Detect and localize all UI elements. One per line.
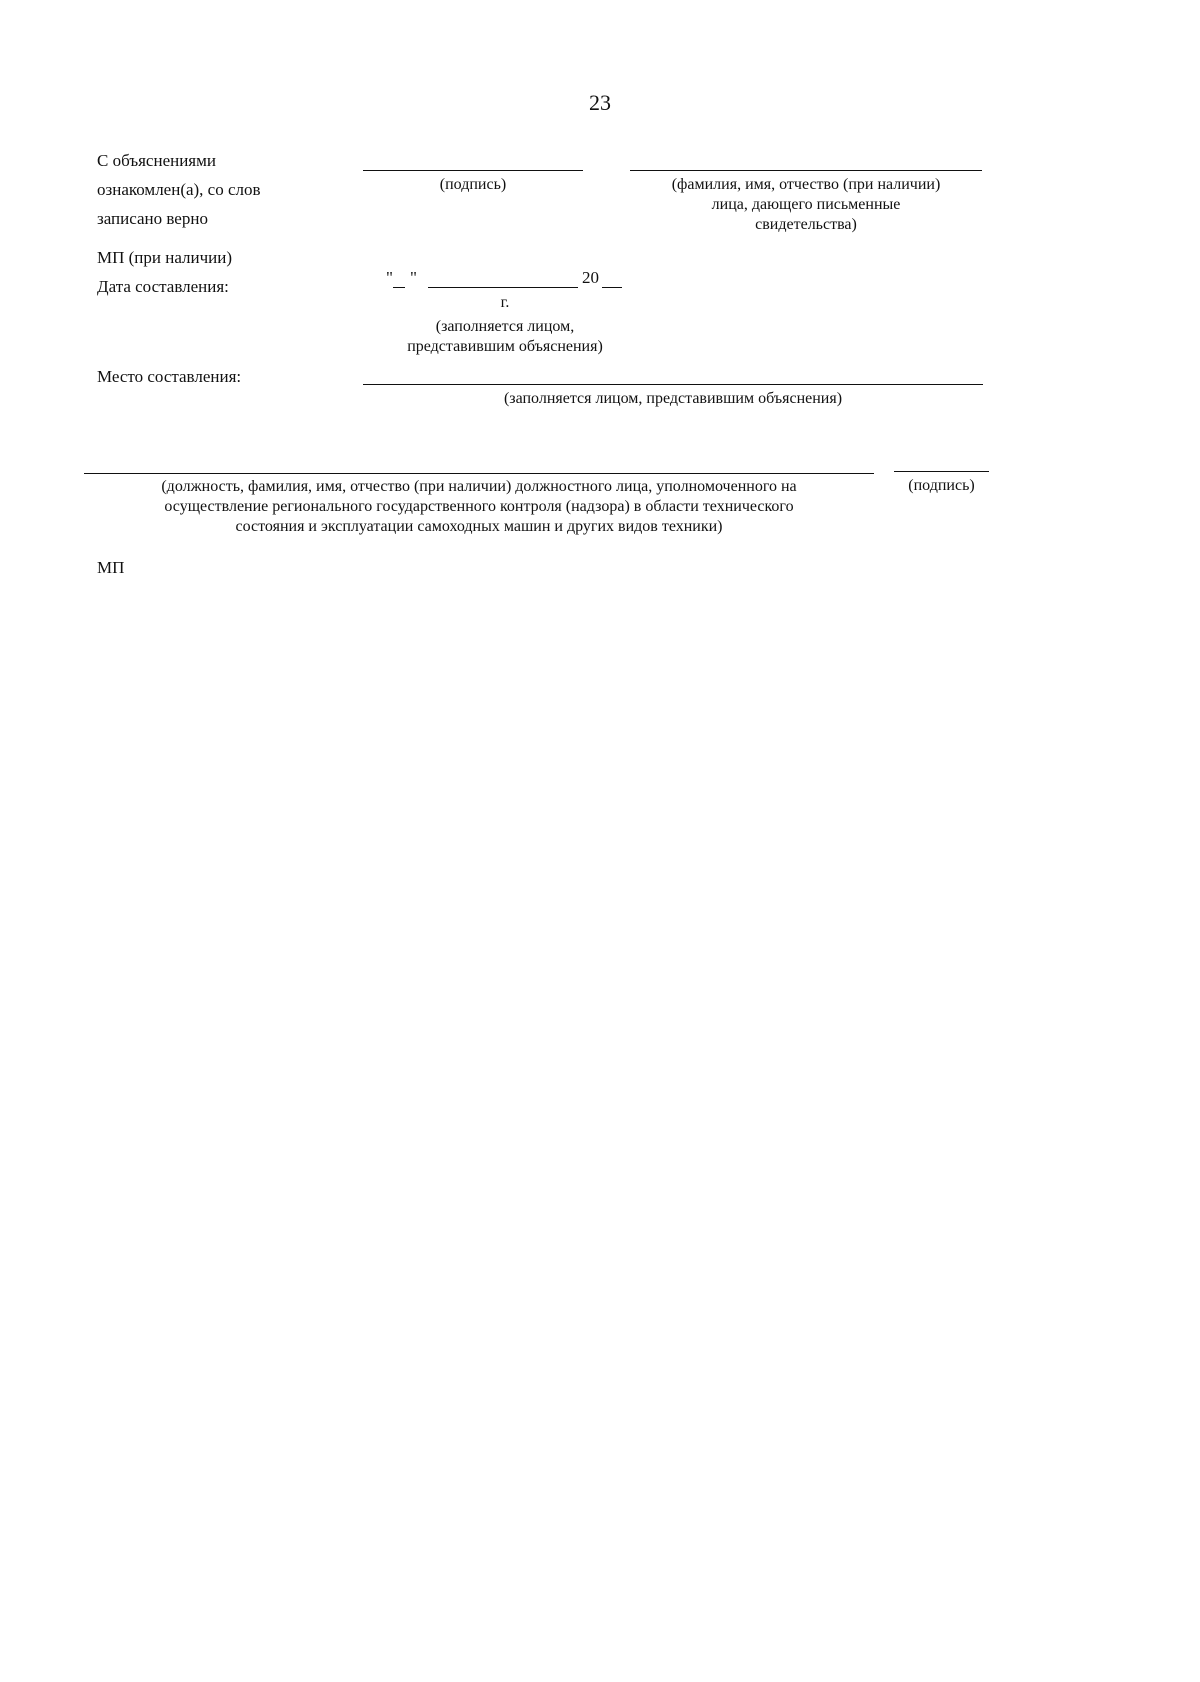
date-year-line[interactable] <box>602 287 622 288</box>
name-caption-line: свидетельства) <box>755 216 857 233</box>
name-caption-line: лица, дающего письменные <box>711 196 901 213</box>
place-label: Место составления: <box>97 367 242 386</box>
acknowledgment-label-line: записано верно <box>97 209 208 228</box>
date-year-suffix: г. <box>500 294 510 311</box>
official-caption-line: осуществление регионального государственного контроля (надзора) в области технического <box>164 498 794 515</box>
acknowledgment-label-line: С объяснениями <box>97 151 216 170</box>
official-signature-line[interactable] <box>894 471 989 472</box>
acknowledgment-label-line: ознакомлен(а), со слов <box>97 180 261 199</box>
place-line[interactable] <box>363 384 983 385</box>
official-line[interactable] <box>84 473 874 474</box>
page-number: 23 <box>589 90 611 115</box>
signature-caption: (подпись) <box>439 176 507 193</box>
stamp-optional-label: МП (при наличии) <box>97 248 233 267</box>
date-caption-line: (заполняется лицом, <box>435 318 575 335</box>
stamp-label: МП <box>97 558 125 577</box>
name-caption-line: (фамилия, имя, отчество (при наличии) <box>671 176 941 193</box>
official-caption <box>84 477 874 537</box>
official-signature-caption: (подпись) <box>908 477 975 494</box>
name-caption <box>630 175 982 235</box>
date-caption-line: представившим объяснения) <box>407 338 603 355</box>
signature-line[interactable] <box>363 170 583 171</box>
acknowledgment-label <box>97 146 327 233</box>
date-year-prefix: 20 <box>582 268 599 287</box>
date-day-line[interactable] <box>393 287 405 288</box>
date-label: Дата составления: <box>97 277 229 296</box>
name-line[interactable] <box>630 170 982 171</box>
official-caption-line: состояния и эксплуатации самоходных машин и других видов техники) <box>235 518 723 535</box>
date-caption <box>380 293 630 357</box>
date-quote-open: " <box>386 268 393 287</box>
official-caption-line: (должность, фамилия, имя, отчество (при наличии) должностного лица, уполномоченного на <box>161 478 797 495</box>
date-month-line[interactable] <box>428 287 578 288</box>
place-caption: (заполняется лицом, представившим объяснения) <box>503 390 843 407</box>
date-quote-close: " <box>410 268 417 287</box>
